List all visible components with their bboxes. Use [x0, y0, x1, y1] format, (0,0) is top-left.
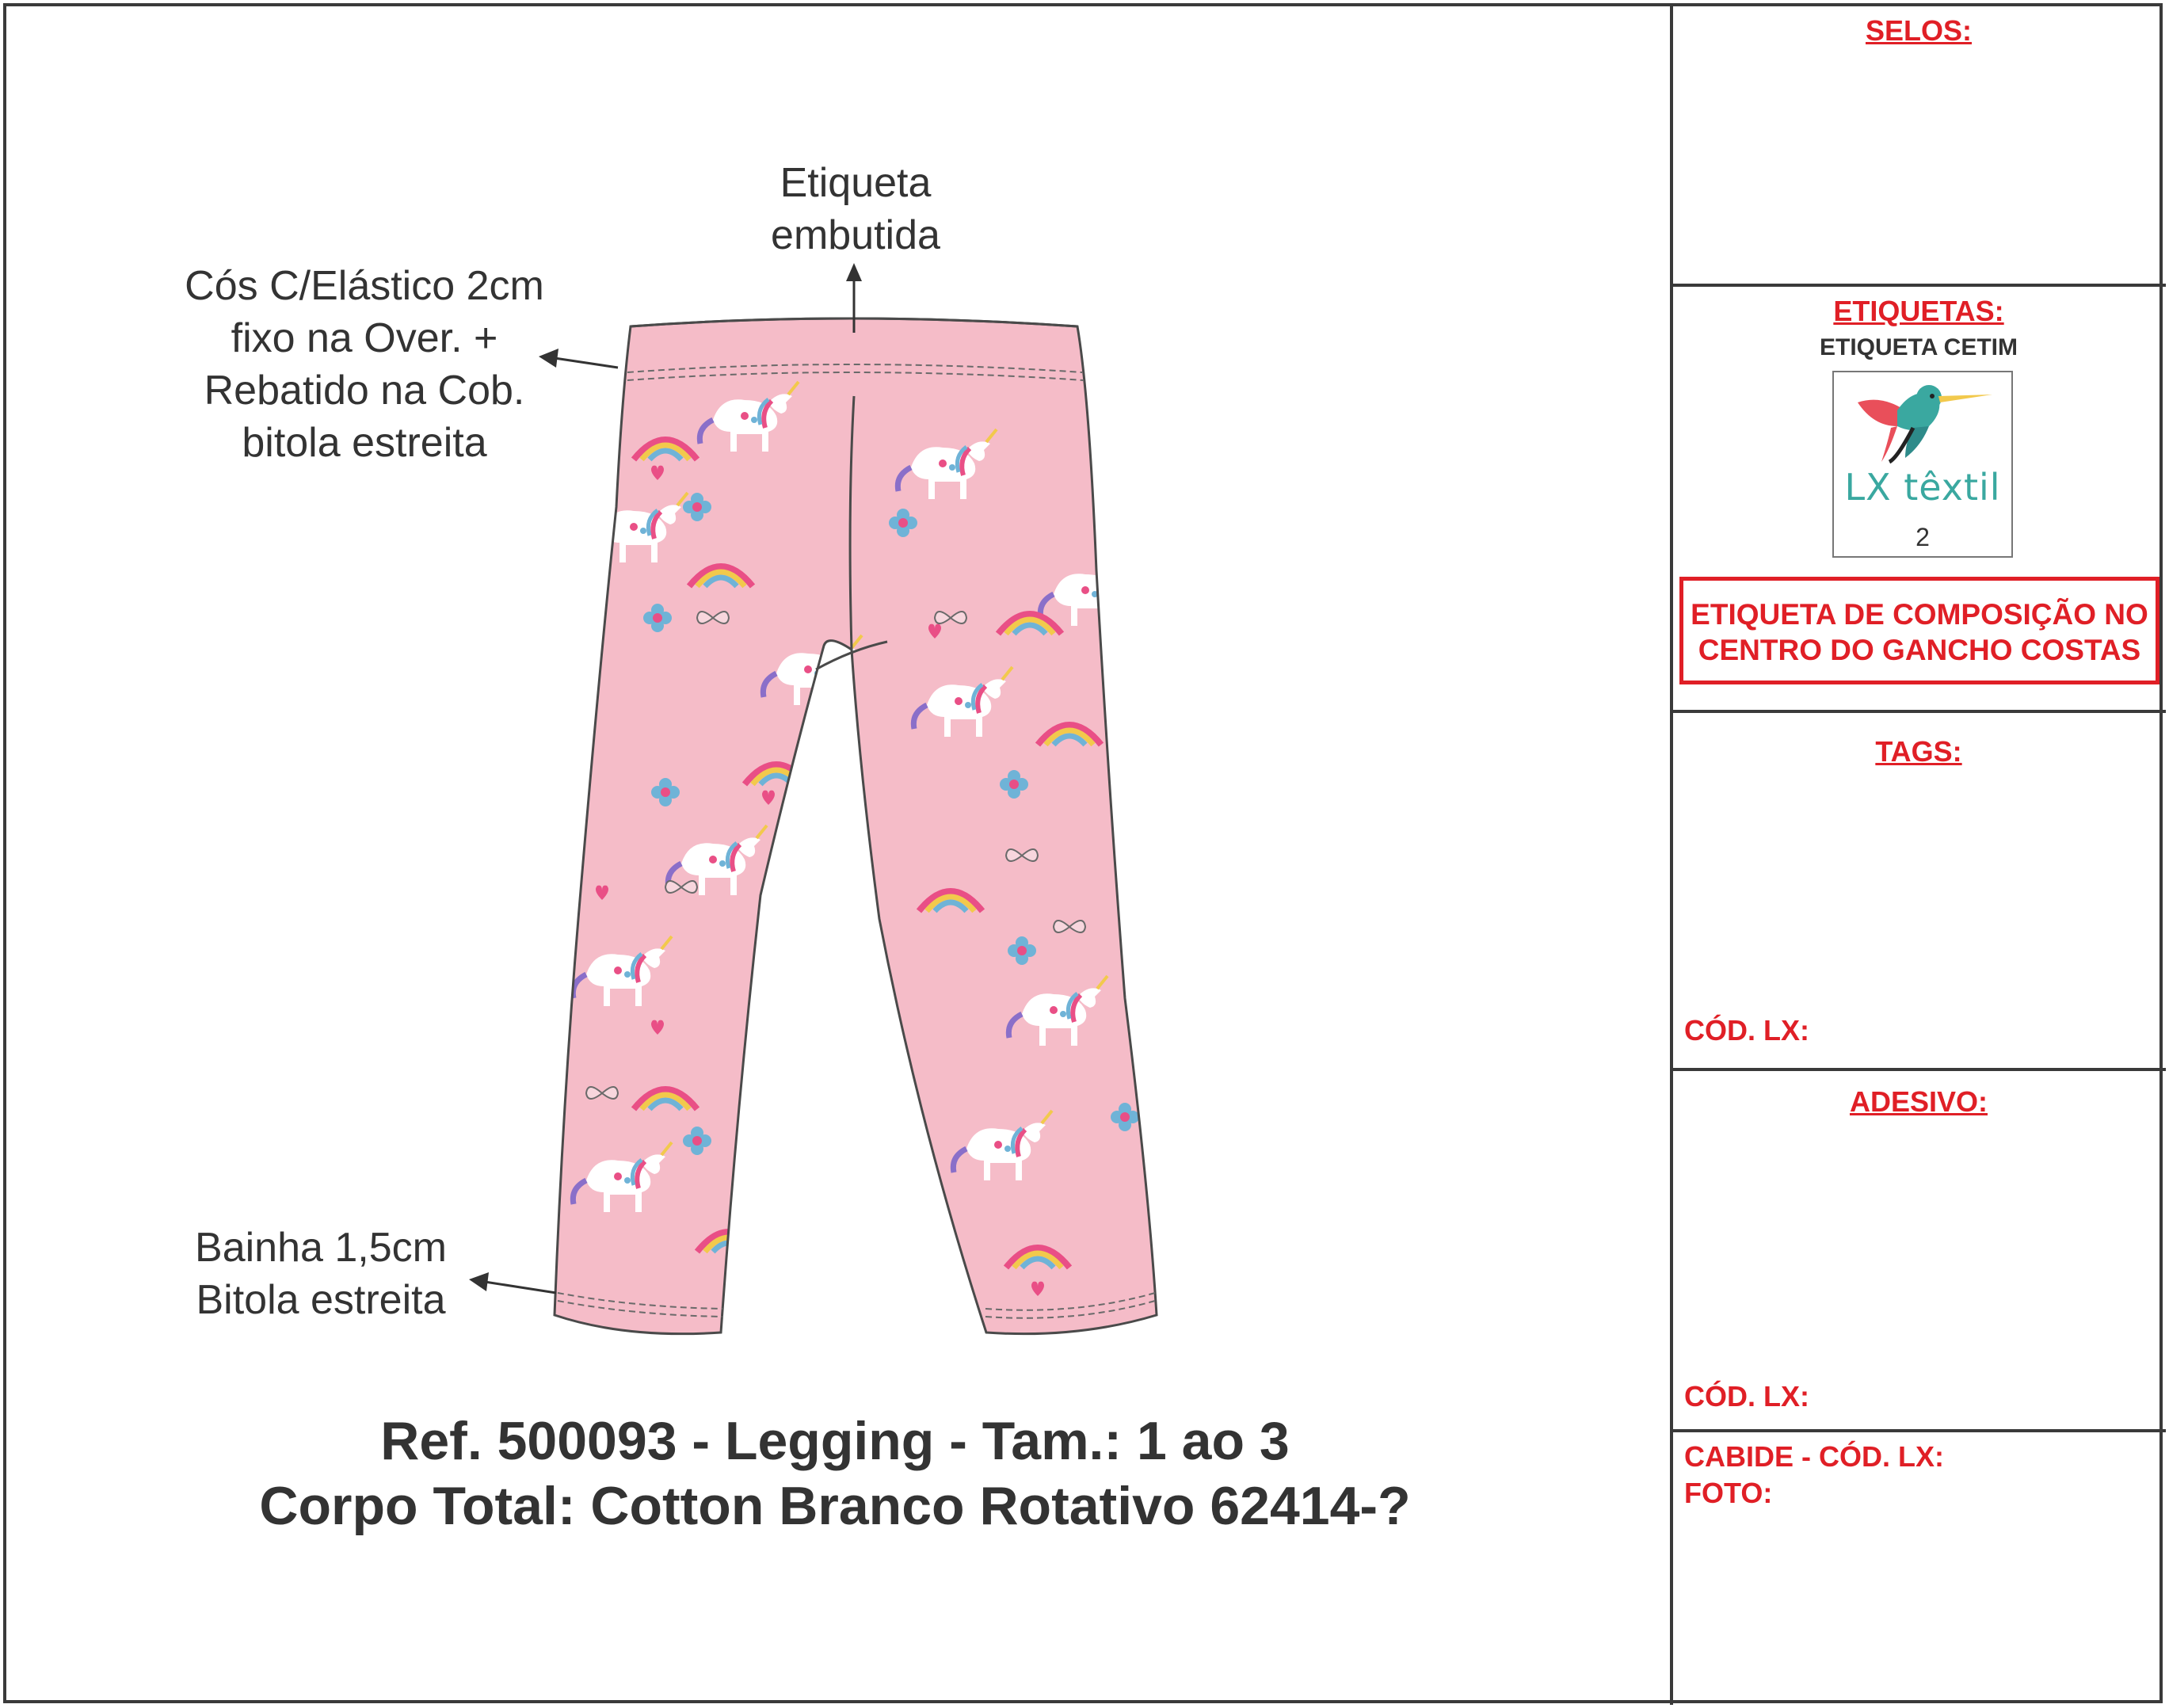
hem-note — [158, 1222, 483, 1326]
composition-notice-line: CENTRO DO GANCHO COSTAS — [1698, 634, 2141, 666]
label-number: 2 — [1916, 523, 1930, 551]
tags-code-label: CÓD. LX: — [1684, 1014, 1809, 1047]
foto-label: FOTO: — [1684, 1477, 1773, 1509]
waistband-note-line: Cós C/Elástico 2cm — [185, 263, 544, 309]
tags-title: TAGS: — [1875, 735, 1962, 768]
composition-notice — [1679, 577, 2159, 684]
label-brand-text: LX têxtil — [1844, 466, 2001, 509]
composition-notice-line: ETIQUETA DE COMPOSIÇÃO NO — [1691, 598, 2148, 631]
hummingbird-logo-icon — [1850, 379, 2000, 466]
section-divider — [1672, 284, 2166, 287]
adesivo-code-label: CÓD. LX: — [1684, 1380, 1809, 1413]
product-fabric: Corpo Total: Cotton Branco Rotativo 62414-? — [259, 1476, 1411, 1536]
waistband-note — [143, 260, 586, 469]
waistband-note-line: Rebatido na Cob. — [204, 368, 525, 414]
label-note — [745, 157, 966, 261]
sidebar-divider — [1670, 3, 1673, 1705]
label-note-line: embutida — [771, 212, 940, 258]
adesivo-title: ADESIVO: — [1849, 1085, 1988, 1118]
hem-note-line: Bitola estreita — [196, 1277, 446, 1323]
section-divider — [1672, 1068, 2166, 1071]
cabide-code-label: CABIDE - CÓD. LX: — [1684, 1440, 1944, 1473]
waistband-note-line: fixo na Over. + — [231, 315, 498, 361]
section-divider — [1672, 1429, 2166, 1432]
product-ref: Ref. 500093 - Legging - Tam.: 1 ao 3 — [380, 1411, 1290, 1471]
label-note-line: Etiqueta — [780, 160, 932, 206]
etiquetas-title: ETIQUETAS: — [1833, 295, 2004, 327]
waistband-note-line: bitola estreita — [242, 420, 487, 466]
selos-title: SELOS: — [1865, 14, 1972, 47]
satin-label-card — [1832, 371, 2013, 558]
section-divider — [1672, 710, 2166, 713]
etiqueta-type: ETIQUETA CETIM — [1820, 334, 2018, 360]
hem-note-line: Bainha 1,5cm — [195, 1225, 447, 1271]
